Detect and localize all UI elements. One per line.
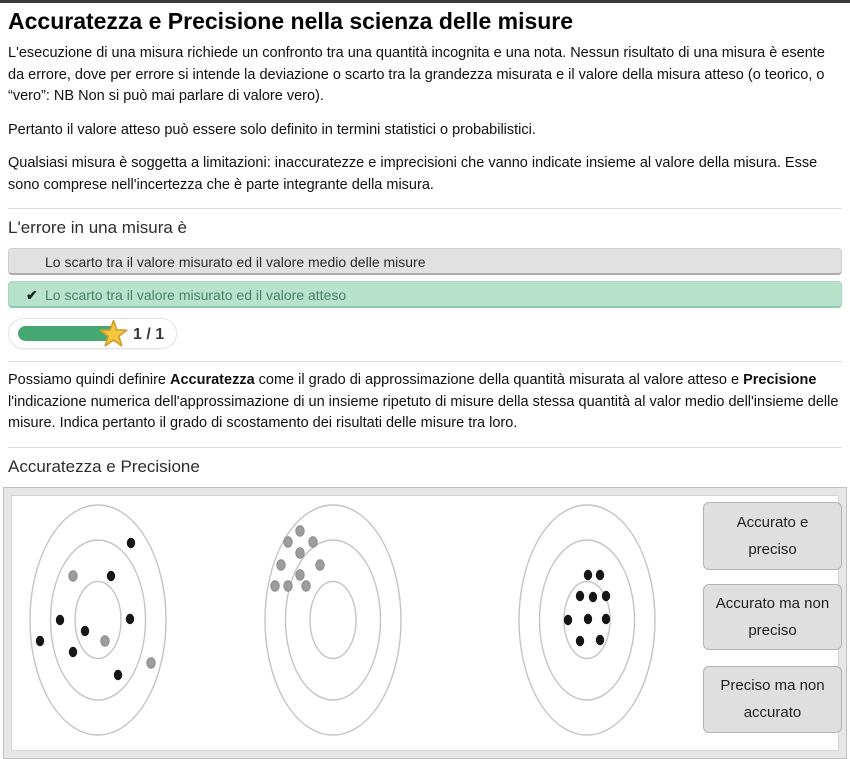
- term-precisione: Precisione: [743, 372, 817, 388]
- quiz-question: L'errore in una misura è: [8, 218, 187, 237]
- target-diagram-cluster-center[interactable]: [512, 502, 662, 738]
- expected-value-paragraph: Pertanto il valore atteso può essere solo definito in termini statistici o probabilistici.: [8, 121, 536, 138]
- page-top-border: [0, 0, 850, 3]
- quiz-option-2[interactable]: [8, 281, 842, 308]
- score-pill: [8, 318, 177, 349]
- target-diagram-scattered[interactable]: [23, 502, 173, 738]
- label-accurato-ma-non-preciso[interactable]: Accurato ma non preciso: [703, 584, 842, 650]
- divider: [8, 208, 842, 209]
- term-accuratezza: Accuratezza: [170, 372, 255, 388]
- definition-paragraph: Possiamo quindi definire Accuratezza come il grado di approssimazione della quantità misurata al valore atteso e Precisione l'indicazione numerica dell'approssimazione di un insieme ripetuto di misure della stessa quantità al valor medio dell'insieme delle misure. Indica pertanto il grado di scostamento dei risultati delle misure tra loro.: [8, 372, 839, 431]
- check-icon: ✔: [26, 287, 38, 303]
- star-icon: [98, 319, 129, 350]
- quiz-option-2-label: Lo scarto tra il valore misurato ed il valore atteso: [45, 287, 347, 303]
- score-text: 1 / 1: [133, 326, 165, 343]
- label-preciso-ma-non-accurato[interactable]: Preciso ma non accurato: [703, 666, 842, 733]
- divider: [8, 447, 842, 448]
- limitations-paragraph: Qualsiasi misura è soggetta a limitazioni: inaccuratezze e imprecisioni che vanno indicate insieme al valore della misura. Esse sono comprese nell'incertezza che è parte integrante della misura.: [8, 155, 818, 193]
- quiz-option-1-label: Lo scarto tra il valore misurato ed il valore medio delle misure: [45, 254, 426, 270]
- exercise-board: [3, 487, 847, 759]
- exercise-drop-area: [11, 495, 839, 751]
- quiz-option-1[interactable]: [8, 248, 842, 275]
- target-diagram-cluster-off-center[interactable]: [258, 502, 408, 738]
- label-accurato-e-preciso[interactable]: Accurato e preciso: [703, 502, 842, 570]
- lesson-content: [0, 7, 850, 759]
- intro-paragraph: L'esecuzione di una misura richiede un confronto tra una quantità incognita e una nota. Nessun risultato di una misura è esente da errore, dove per errore si intende la deviazione o scarto tra la grandezza misurata e il valore della misura atteso (o teorico, o “vero”: NB Non si può mai parlare di valore vero).: [8, 45, 825, 104]
- divider: [8, 361, 842, 362]
- exercise-heading: Accuratezza e Precisione: [8, 456, 200, 476]
- page-title: Accuratezza e Precisione nella scienza delle misure: [8, 8, 574, 34]
